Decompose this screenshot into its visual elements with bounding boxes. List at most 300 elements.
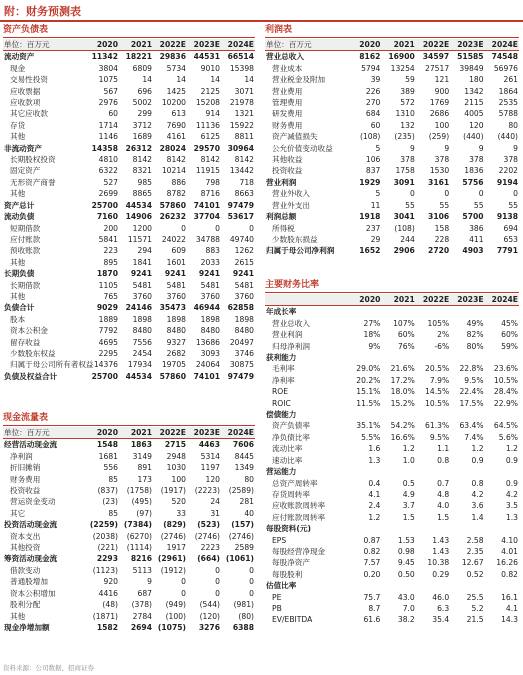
row-label: 速动比率 [272,455,303,465]
year-header: 2022E [159,428,186,437]
table-row [265,200,519,211]
cell-value: 15398 [229,63,254,73]
cell-value: 173 [137,474,152,484]
cell-value: 7160 [96,212,118,222]
table-row [265,386,519,397]
cell-value: 7792 [98,326,118,336]
cell-value: 18.0% [390,387,415,397]
cell-value: 121 [434,75,450,85]
table-row [3,337,255,348]
cell-value: (2746) [194,531,220,541]
table-row [265,51,519,63]
cell-value: 60% [397,330,415,340]
row-label: 筹资活动现金流 [4,554,58,564]
cell-value: 28.4% [493,387,518,397]
cell-value: 29836 [159,52,186,62]
cell-value: (108) [359,132,381,142]
cell-value: 226 [365,86,381,96]
row-label: 营业外支出 [272,200,310,210]
table-row [265,74,519,85]
cell-value: (949) [165,600,186,610]
cell-value [450,580,484,591]
table-row [3,565,255,576]
cell-value: 556 [103,463,118,473]
year-header: 2023E [193,40,220,49]
cell-value: 16.26 [496,558,518,568]
cell-value [416,580,450,591]
cell-value: 40 [244,508,254,518]
cell-value: 2715 [164,440,186,450]
cell-value: 2906 [393,246,415,256]
left-column [3,24,255,633]
cell-value: 2115 [464,98,484,108]
cell-value: 44534 [125,200,152,210]
cell-value: 386 [469,223,484,233]
cell-value: 895 [103,257,118,267]
cell-value: 2% [437,330,450,340]
cell-value: (7384) [123,520,152,530]
cell-value: 80% [466,341,484,351]
cell-value: 9029 [96,303,118,313]
cell-value: 200 [103,223,118,233]
table-row [265,329,519,340]
cell-value: 572 [400,98,415,108]
cell-value: 76% [397,341,415,351]
row-label: 资本公积增加 [10,588,56,598]
table-row [3,291,255,302]
table-row [3,165,255,176]
cell-value: 0 [181,588,186,598]
cell-value: 1105 [98,280,118,290]
cell-value: 5002 [132,98,152,108]
table-row [3,519,255,530]
cell-value: 7606 [232,440,254,450]
cell-value: 62858 [227,303,254,313]
cell-value: 3760 [200,291,220,301]
cell-value: 5841 [98,234,118,244]
cell-value: 13442 [229,166,254,176]
cell-value: 1714 [98,120,118,130]
row-label: 长期股权投资 [10,155,56,165]
cell-value: 1.3 [368,455,381,465]
cell-value: 3106 [428,212,450,222]
cell-value: 1601 [166,257,186,267]
cell-value: 8142 [132,155,152,165]
cell-value: 4161 [166,132,186,142]
cell-value: 2.35 [466,546,484,556]
cell-value: 85 [108,474,118,484]
cash-flow-table [3,427,255,633]
cell-value: (1123) [92,565,118,575]
cell-value: (1758) [126,486,152,496]
cell-value: 5314 [200,451,220,461]
row-label: 其它应收款 [10,109,48,119]
row-label: ROE [272,387,289,397]
cell-value: 64.5% [493,421,518,431]
cell-value: 14 [142,75,152,85]
row-label: 流动比率 [272,444,303,454]
cell-value: 613 [171,109,186,119]
cell-value: (259) [428,132,450,142]
cell-value: 37704 [193,212,220,222]
row-label: 偿债能力 [266,410,297,420]
cell-value: 1.43 [432,535,450,545]
cell-value: 1530 [429,166,450,176]
cell-value: (157) [231,520,254,530]
cell-value: 6125 [200,132,220,142]
cell-value: 1.1 [437,444,450,454]
table-header-row [3,427,255,439]
table-row [265,546,519,557]
cell-value: (837) [97,486,118,496]
row-label: 预收账款 [10,246,41,256]
cell-value: 1870 [96,269,118,279]
cell-value: 8716 [200,189,220,199]
cell-value: 5.2 [471,603,484,613]
cell-value: 883 [205,246,220,256]
cell-value: 694 [503,223,518,233]
row-label: 财务费用 [272,120,303,130]
cell-value: 1548 [96,440,118,450]
cell-value: 55 [473,200,484,210]
cell-value: (23) [102,497,118,507]
cell-value: 34788 [195,234,220,244]
table-row [3,325,255,336]
cell-value: 53617 [227,212,254,222]
cell-value: (829) [163,520,186,530]
cell-value: 8.7 [368,603,381,613]
cell-value: 2535 [498,98,518,108]
year-header: 2021 [130,40,152,49]
cell-value: 22.4% [459,387,484,397]
row-label: 少数股东损益 [272,234,318,244]
cell-value: 2295 [98,348,118,358]
ratios-table [265,294,519,626]
cell-value: 8811 [234,132,254,142]
cell-value: 687 [137,588,152,598]
row-label: PB [272,603,282,613]
cell-value: 74101 [193,371,220,381]
cell-value [416,306,450,318]
cell-value: 0.9 [505,478,518,488]
cell-value: 0.87 [363,535,381,545]
table-row [265,318,519,329]
row-label: 无形资产商誉 [10,177,56,187]
cell-value: 1652 [359,246,381,256]
unit-label: 单位：百万元 [4,428,50,437]
cell-value: (221) [97,543,118,553]
cell-value: 3276 [198,622,220,632]
cell-value: 9241 [198,269,220,279]
table-row [3,496,255,507]
cell-value: 20.2% [356,375,381,385]
cell-value: (2259) [89,520,118,530]
ratios-section [265,279,519,626]
cell-value [485,352,519,363]
source-footnote: 资料来源：公司数据、招商证券 [3,664,94,672]
cell-value: 5481 [132,280,152,290]
cell-value: 2223 [200,543,220,553]
cell-value [485,409,519,420]
cell-value: (981) [233,600,254,610]
cell-value: 389 [400,86,415,96]
cell-value: 1321 [234,109,254,119]
row-label: 其他 [10,257,26,267]
cell-value: 8480 [166,326,186,336]
cell-value: 1.2 [402,444,415,454]
row-label: 现金 [10,63,26,73]
cell-value: 2033 [200,257,220,267]
cell-value: 24 [210,497,220,507]
row-label: 其他收益 [272,155,303,165]
row-label: 长期借款 [10,280,41,290]
row-label: 每股股利 [272,569,303,579]
row-label: 其他 [10,189,26,199]
cell-value: 5113 [132,565,152,575]
unit-label [265,294,347,306]
cell-value: 39849 [459,63,484,73]
cell-value: 985 [137,177,152,187]
cell-value [450,352,484,363]
cell-value [416,409,450,420]
row-label: 其他 [10,132,26,142]
cell-value: 1863 [130,440,152,450]
cell-value: 57860 [159,200,186,210]
cell-value: 0.29 [432,569,450,579]
cell-value: 66514 [227,52,254,62]
table-row [3,108,255,119]
row-label: 估值比率 [266,581,297,591]
cell-value: (1917) [160,486,186,496]
cell-value: 44534 [125,371,152,381]
cell-value: 27517 [425,63,450,73]
cell-value: 900 [434,86,450,96]
cell-value: 8216 [130,554,152,564]
cell-value: 97479 [227,371,254,381]
cell-value: (100) [165,611,186,621]
row-label: 营业利润 [266,177,297,187]
year-header: 2024E [227,40,254,49]
table-row [3,51,255,63]
cell-value: 6809 [132,63,152,73]
table-row [265,478,519,489]
balance-sheet-title: 资产负债表 [3,25,49,35]
cell-value: 80 [508,120,518,130]
table-row [265,211,519,222]
cell-value: 1.53 [397,535,415,545]
row-label: 年成长率 [266,307,297,317]
cell-value: 7556 [132,337,152,347]
cell-value: 228 [434,234,450,244]
cell-value: 0 [444,189,450,199]
cell-value: 1918 [359,212,381,222]
cell-value: (2038) [92,531,118,541]
cell-value: 1200 [132,223,152,233]
cell-value: 82% [466,330,484,340]
table-row [3,588,255,599]
table-row [265,523,519,534]
cell-value [416,352,450,363]
row-label: 经营活动现金流 [4,440,58,450]
cell-value: 1310 [395,109,415,119]
table-row [265,614,519,625]
ratios-title: 主要财务比率 [265,280,320,290]
cell-value: 3746 [234,348,254,358]
cell-value: 2686 [429,109,450,119]
row-label: 归属于母公司净利润 [266,246,335,256]
cell-value: 34597 [422,52,450,62]
table-row [265,97,519,108]
cell-value: 4903 [462,246,484,256]
cell-value: 653 [503,234,518,244]
row-label: 资产总计 [4,200,35,210]
cell-value: 1898 [132,314,152,324]
table-row [265,154,519,165]
cell-value: 1898 [234,314,254,324]
cell-value: 1689 [132,132,152,142]
row-label: 留存收益 [10,337,41,347]
row-label: 短期借款 [10,223,41,233]
cell-value: 60 [370,120,381,130]
row-label: 长期负债 [4,269,35,279]
cell-value: 26312 [125,143,152,153]
cell-value: 55 [439,200,450,210]
row-label: ROIC [272,398,291,408]
cell-value: (1061) [225,554,254,564]
cell-value: 223 [103,246,118,256]
cell-value: 3.7 [402,501,415,511]
table-row [265,420,519,431]
cell-value: 0.5 [402,478,415,488]
row-label: 归属于母公司所有者权益 [10,360,94,370]
row-label: 营业总收入 [266,52,304,62]
cell-value: 80 [244,474,254,484]
row-label: 营运资金变动 [10,497,56,507]
table-row [3,611,255,622]
row-label: 应付账款周转率 [272,512,326,522]
row-label: 营业总收入 [272,318,310,328]
row-label: 其他投资 [10,543,41,553]
cell-value: 15208 [195,98,220,108]
cell-value: 29.0% [356,364,381,374]
cell-value: 378 [434,155,450,165]
cell-value: 1769 [429,98,450,108]
cell-value: 27% [363,318,381,328]
cell-value: 299 [137,109,152,119]
table-row [265,108,519,119]
cell-value: 2615 [234,257,254,267]
cell-value: 35.1% [356,421,381,431]
cell-value [485,466,519,477]
cell-value: 2976 [98,98,118,108]
year-header: 2023E [457,295,484,304]
cell-value: 5700 [462,212,484,222]
cell-value: 11342 [91,52,118,62]
cell-value: 10214 [161,166,186,176]
cell-value: 1262 [234,246,254,256]
cell-value: 2720 [428,246,450,256]
row-label: 营业成本 [272,63,303,73]
cell-value: (440) [497,132,518,142]
cell-value: 281 [239,497,254,507]
cell-value: 2589 [234,543,254,553]
cell-value: 4.0 [437,501,450,511]
row-label: 少数股东权益 [10,348,56,358]
row-label: 净利润 [10,451,33,461]
cell-value: 30875 [229,360,254,370]
cell-value: 8480 [234,326,254,336]
cell-value: 35.4 [432,615,450,625]
table-row [3,223,255,234]
cell-value: 3091 [393,177,415,187]
cell-value: 6388 [232,622,254,632]
cell-value: 1030 [166,463,186,473]
cell-value: 120 [205,474,220,484]
cell-value: 2454 [132,348,152,358]
cell-value: 3760 [234,291,254,301]
cell-value: 45% [501,318,518,328]
cell-value: 1917 [166,543,186,553]
row-label: 负债合计 [4,303,35,313]
row-label: 应收款项 [10,98,41,108]
cell-value: 46944 [193,303,220,313]
cell-value: 5.6% [498,432,518,442]
cell-value: 9.45 [397,558,415,568]
row-label: 投资收益 [272,166,303,176]
cell-value: 10.5% [493,375,518,385]
cell-value: (1114) [126,543,152,553]
cell-value: 22.9% [493,398,518,408]
cell-value: 0 [513,189,518,199]
cell-value [485,580,519,591]
row-label: 流动资产 [4,52,35,62]
row-label: 所得税 [272,223,295,233]
cell-value: 8663 [234,189,254,199]
cell-value: 8321 [132,166,152,176]
cell-value: 56976 [493,63,518,73]
cell-value: 60% [501,330,518,340]
cell-value: 1681 [98,451,118,461]
cell-value: 8142 [166,155,186,165]
cell-value: 0.52 [466,569,484,579]
cell-value: 43.0 [397,592,415,602]
row-label: 交易性投资 [10,75,48,85]
cell-value: 5756 [462,177,484,187]
cell-value: 684 [365,109,381,119]
cell-value [347,523,381,534]
cell-value: 4810 [98,155,118,165]
cell-value: 54.2% [390,421,415,431]
table-row [265,455,519,466]
cell-value: 11136 [195,120,220,130]
cell-value: 49740 [229,234,254,244]
row-label: 其它 [10,508,26,518]
cell-value: 14 [210,75,220,85]
cell-value: 0 [181,223,186,233]
cell-value: 20.5% [425,364,450,374]
cell-value: 4695 [98,337,118,347]
row-label: 投资活动现金流 [4,520,58,530]
income-statement-title: 利润表 [265,25,293,35]
cell-value [381,466,415,477]
cell-value: 16.1 [501,592,518,602]
table-row [3,257,255,268]
cell-value [450,466,484,477]
cell-value: 0.4 [368,478,381,488]
cell-value: (2746) [160,531,186,541]
cell-value: (48) [102,600,118,610]
cell-value: 8782 [166,189,186,199]
